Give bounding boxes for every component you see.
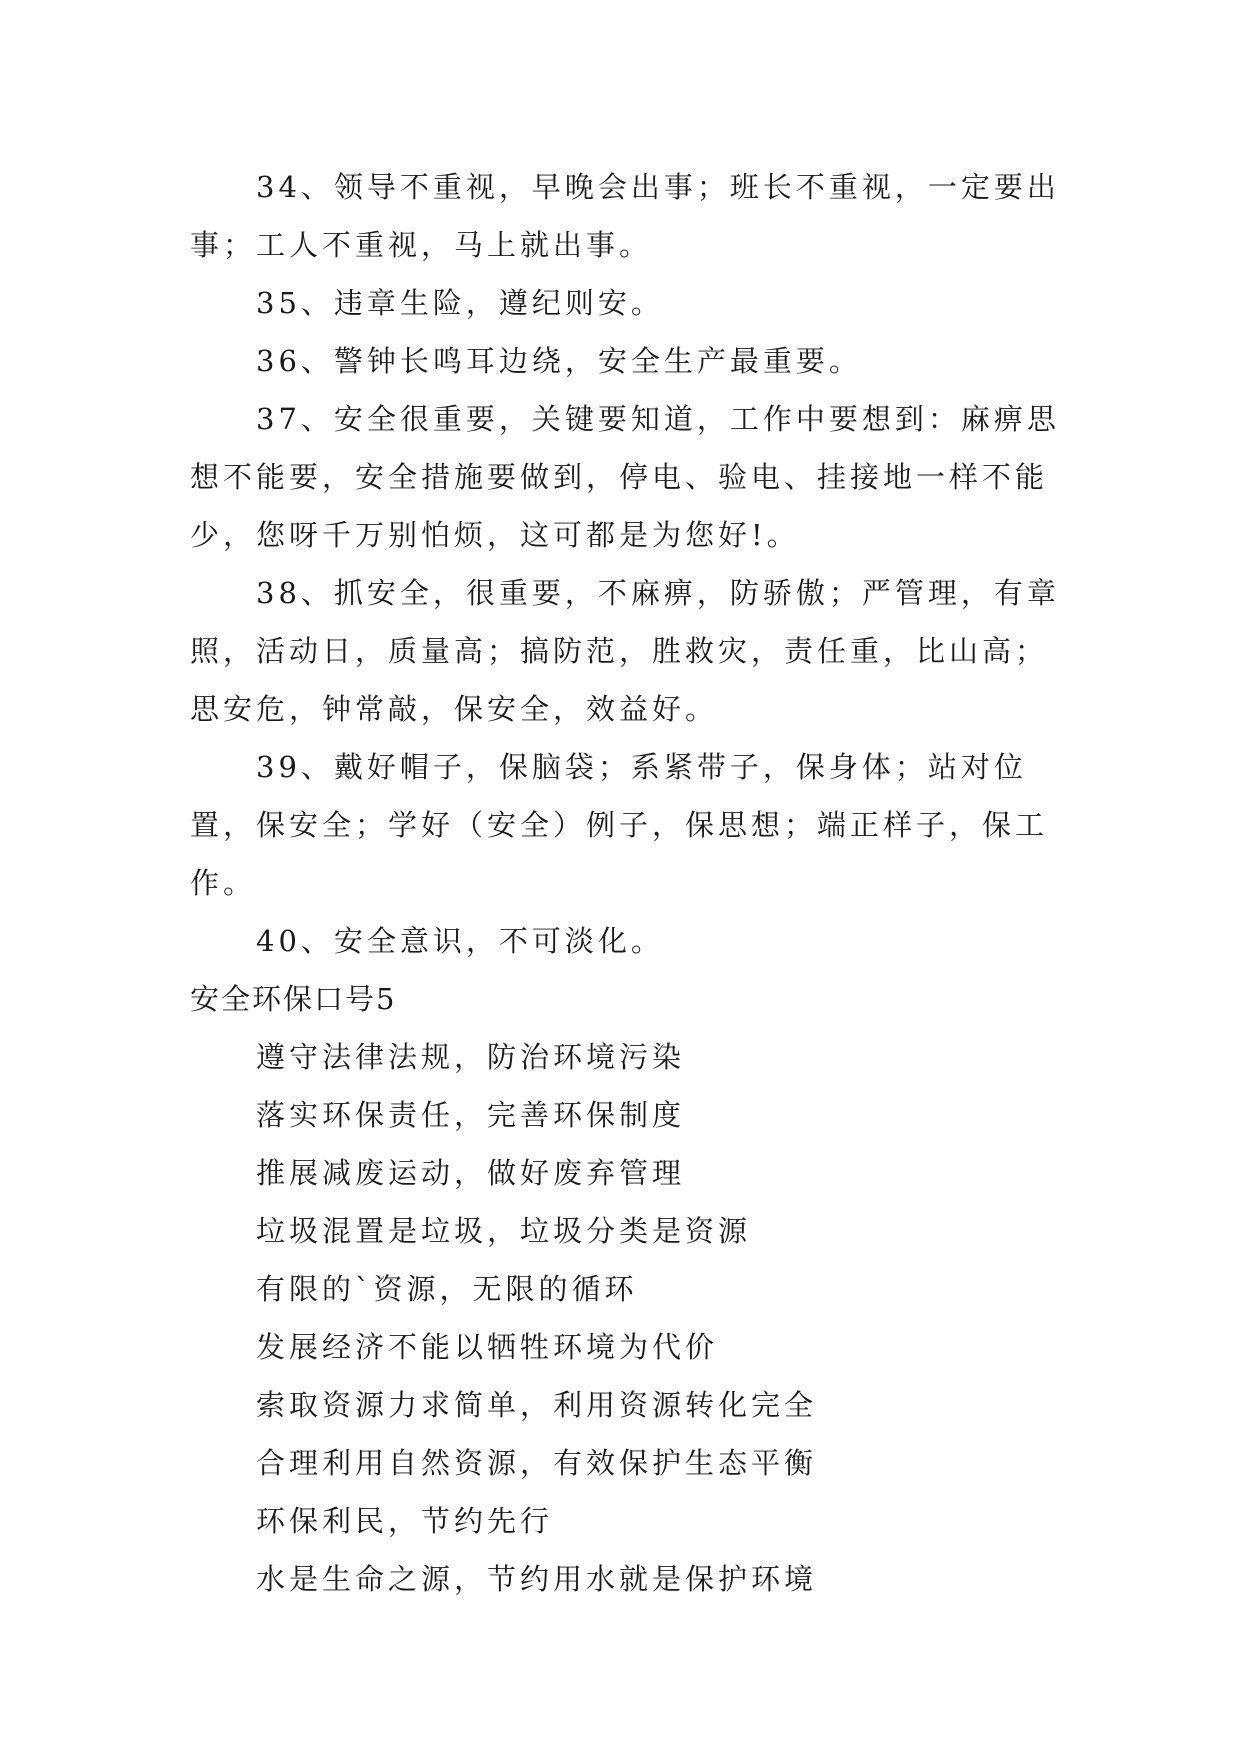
slogan-item: 环保利民，节约先行 (256, 1504, 554, 1538)
section-heading: 安全环保口号5 (190, 982, 397, 1016)
slogan-item: 水是生命之源，节约用水就是保护环境 (256, 1562, 818, 1596)
paragraph-34: 34、领导不重视，早晚会出事；班长不重视，一定要出事；工人不重视，马上就出事。 (190, 170, 1060, 262)
slogan-item: 推展减废运动，做好废弃管理 (256, 1156, 686, 1190)
paragraph-35: 35、违章生险，遵纪则安。 (256, 286, 664, 320)
paragraph-37: 37、安全很重要，关键要知道，工作中要想到：麻痹思想不能要，安全措施要做到，停电、验电、挂接地一样不能少，您呀千万别怕烦，这可都是为您好!。 (190, 402, 1060, 552)
slogan-item: 发展经济不能以牺牲环境为代价 (256, 1330, 719, 1364)
paragraph-38: 38、抓安全，很重要，不麻痹，防骄傲；严管理，有章照，活动日，质量高；搞防范，胜救灾，责任重，比山高；思安危，钟常敲，保安全，效益好。 (190, 576, 1060, 726)
slogan-item: 有限的`资源，无限的循环 (256, 1272, 638, 1306)
slogan-item: 合理利用自然资源，有效保护生态平衡 (256, 1446, 818, 1480)
document-body (190, 158, 1070, 1608)
paragraph-36: 36、警钟长鸣耳边绕，安全生产最重要。 (256, 344, 862, 378)
slogan-item: 索取资源力求简单，利用资源转化完全 (256, 1388, 818, 1422)
slogan-item: 垃圾混置是垃圾，垃圾分类是资源 (256, 1214, 752, 1248)
paragraph-40: 40、安全意识，不可淡化。 (256, 924, 664, 958)
paragraph-39: 39、戴好帽子，保脑袋；系紧带子，保身体；站对位置，保安全；学好（安全）例子，保思想；端正样子，保工作。 (190, 750, 1049, 900)
slogan-item: 落实环保责任，完善环保制度 (256, 1098, 686, 1132)
slogan-item: 遵守法律法规，防治环境污染 (256, 1040, 686, 1074)
